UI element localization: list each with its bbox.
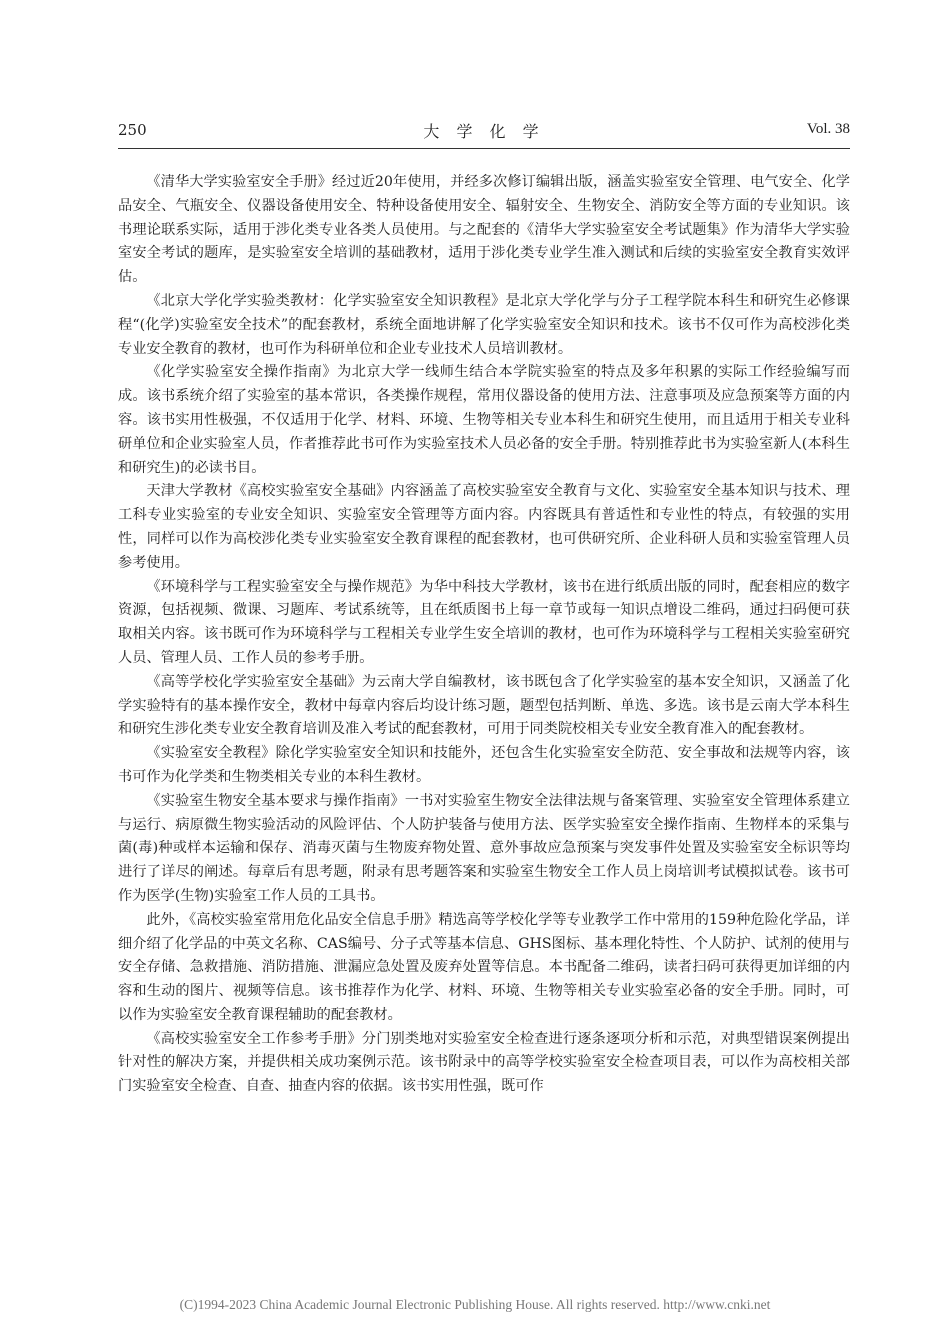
journal-title: 大 学 化 学: [423, 122, 545, 141]
paragraph: 《高校实验室安全工作参考手册》分门别类地对实验室安全检查进行逐条逐项分析和示范，对典型错误案例提出针对性的解决方案，并提供相关成功案例示范。该书附录中的高等学校实验室安全检查项目表，可以作为高校相关部门实验室安全检查、自查、抽查内容的依据。该书实用性强，既可作: [118, 1030, 850, 1095]
article-body: [118, 171, 850, 1099]
paragraph: 《实验室安全教程》除化学实验室安全知识和技能外，还包含生化实验室安全防范、安全事故和法规等内容，该书可作为化学类和生物类相关专业的本科生教材。: [118, 745, 850, 785]
paragraph: 《化学实验室安全操作指南》为北京大学一线师生结合本学院实验室的特点及多年积累的实际工作经验编写而成。该书系统介绍了实验室的基本常识，各类操作规程，常用仪器设备的使用方法、注意事项及应急预案等方面的内容。该书实用性极强，不仅适用于化学、材料、环境、生物等相关专业本科生和研究生使用，而且适用于相关专业科研单位和企业实验室人员，作者推荐此书可作为实验室技术人员必备的安全手册。特别推荐此书为实验室新人(本科生和研究生)的必读书目。: [118, 364, 850, 476]
header-rule: [118, 148, 850, 149]
paragraph: 此外，《高校实验室常用危化品安全信息手册》精选高等学校化学等专业教学工作中常用的159种危险化学品，详细介绍了化学品的中英文名称、CAS编号、分子式等基本信息、GHS图标、基本理化特性、个人防护、试剂的使用与安全存储、急救措施、消防措施、泄漏应急处置及废弃处置等信息。本书配备二维码，读者扫码可获得更加详细的内容和生动的图片、视频等信息。该书推荐作为化学、材料、环境、生物等相关专业实验室必备的安全手册。同时，可以作为实验室安全教育课程辅助的配套教材。: [118, 911, 850, 1023]
paragraph: 《清华大学实验室安全手册》经过近20年使用，并经多次修订编辑出版，涵盖实验室安全管理、电气安全、化学品安全、气瓶安全、仪器设备使用安全、特种设备使用安全、辐射安全、生物安全、消防安全等方面的专业知识。该书理论联系实际，适用于涉化类专业各类人员使用。与之配套的《清华大学实验室安全考试题集》作为清华大学实验室安全考试的题库，是实验室安全培训的基础教材，适用于涉化类专业学生准入测试和后续的实验室安全教育实效评估。: [118, 174, 850, 286]
paragraph: 天津大学教材《高校实验室安全基础》内容涵盖了高校实验室安全教育与文化、实验室安全基本知识与技术、理工科专业实验室的专业安全知识、实验室安全管理等方面内容。内容既具有普适性和专业性的特点，有较强的实用性，同样可以作为高校涉化类专业实验室安全教育课程的配套教材，也可供研究所、企业科研人员和实验室管理人员参考使用。: [118, 483, 850, 571]
paragraph: 《环境科学与工程实验室安全与操作规范》为华中科技大学教材，该书在进行纸质出版的同时，配套相应的数字资源，包括视频、微课、习题库、考试系统等，且在纸质图书上每一章节或每一知识点增设二维码，通过扫码便可获取相关内容。该书既可作为环境科学与工程相关专业学生安全培训的教材，也可作为环境科学与工程相关实验室研究人员、管理人员、工作人员的参考手册。: [118, 578, 850, 666]
running-header: [118, 121, 850, 147]
volume-label: Vol. 38: [806, 121, 850, 137]
copyright-footer: (C)1994-2023 China Academic Journal Electronic Publishing House. All rights reserved. http://www.cnki.net: [179, 1297, 771, 1312]
page-number: 250: [118, 121, 147, 139]
paragraph: 《北京大学化学实验类教材：化学实验室安全知识教程》是北京大学化学与分子工程学院本科生和研究生必修课程“(化学)实验室安全技术”的配套教材，系统全面地讲解了化学实验室安全知识和技术。该书不仅可作为高校涉化类专业安全教育的教材，也可作为科研单位和企业专业技术人员培训教材。: [118, 292, 850, 357]
paragraph: 《实验室生物安全基本要求与操作指南》一书对实验室生物安全法律法规与备案管理、实验室安全管理体系建立与运行、病原微生物实验活动的风险评估、个人防护装备与使用方法、医学实验室安全操作指南、生物样本的采集与菌(毒)种或样本运输和保存、消毒灭菌与生物废弃物处置、意外事故应急预案与突发事件处置及实验室安全标识等均进行了详尽的阐述。每章后有思考题，附录有思考题答案和实验室生物安全工作人员上岗培训考试模拟试卷。该书可作为医学(生物)实验室工作人员的工具书。: [118, 792, 850, 904]
paragraph: 《高等学校化学实验室安全基础》为云南大学自编教材，该书既包含了化学实验室的基本安全知识，又涵盖了化学实验特有的基本操作安全，教材中每章内容后均设计练习题，题型包括判断、单选、多选。该书是云南大学本科生和研究生涉化类专业安全教育培训及准入考试的配套教材，可用于同类院校相关专业安全教育准入的配套教材。: [118, 673, 850, 738]
